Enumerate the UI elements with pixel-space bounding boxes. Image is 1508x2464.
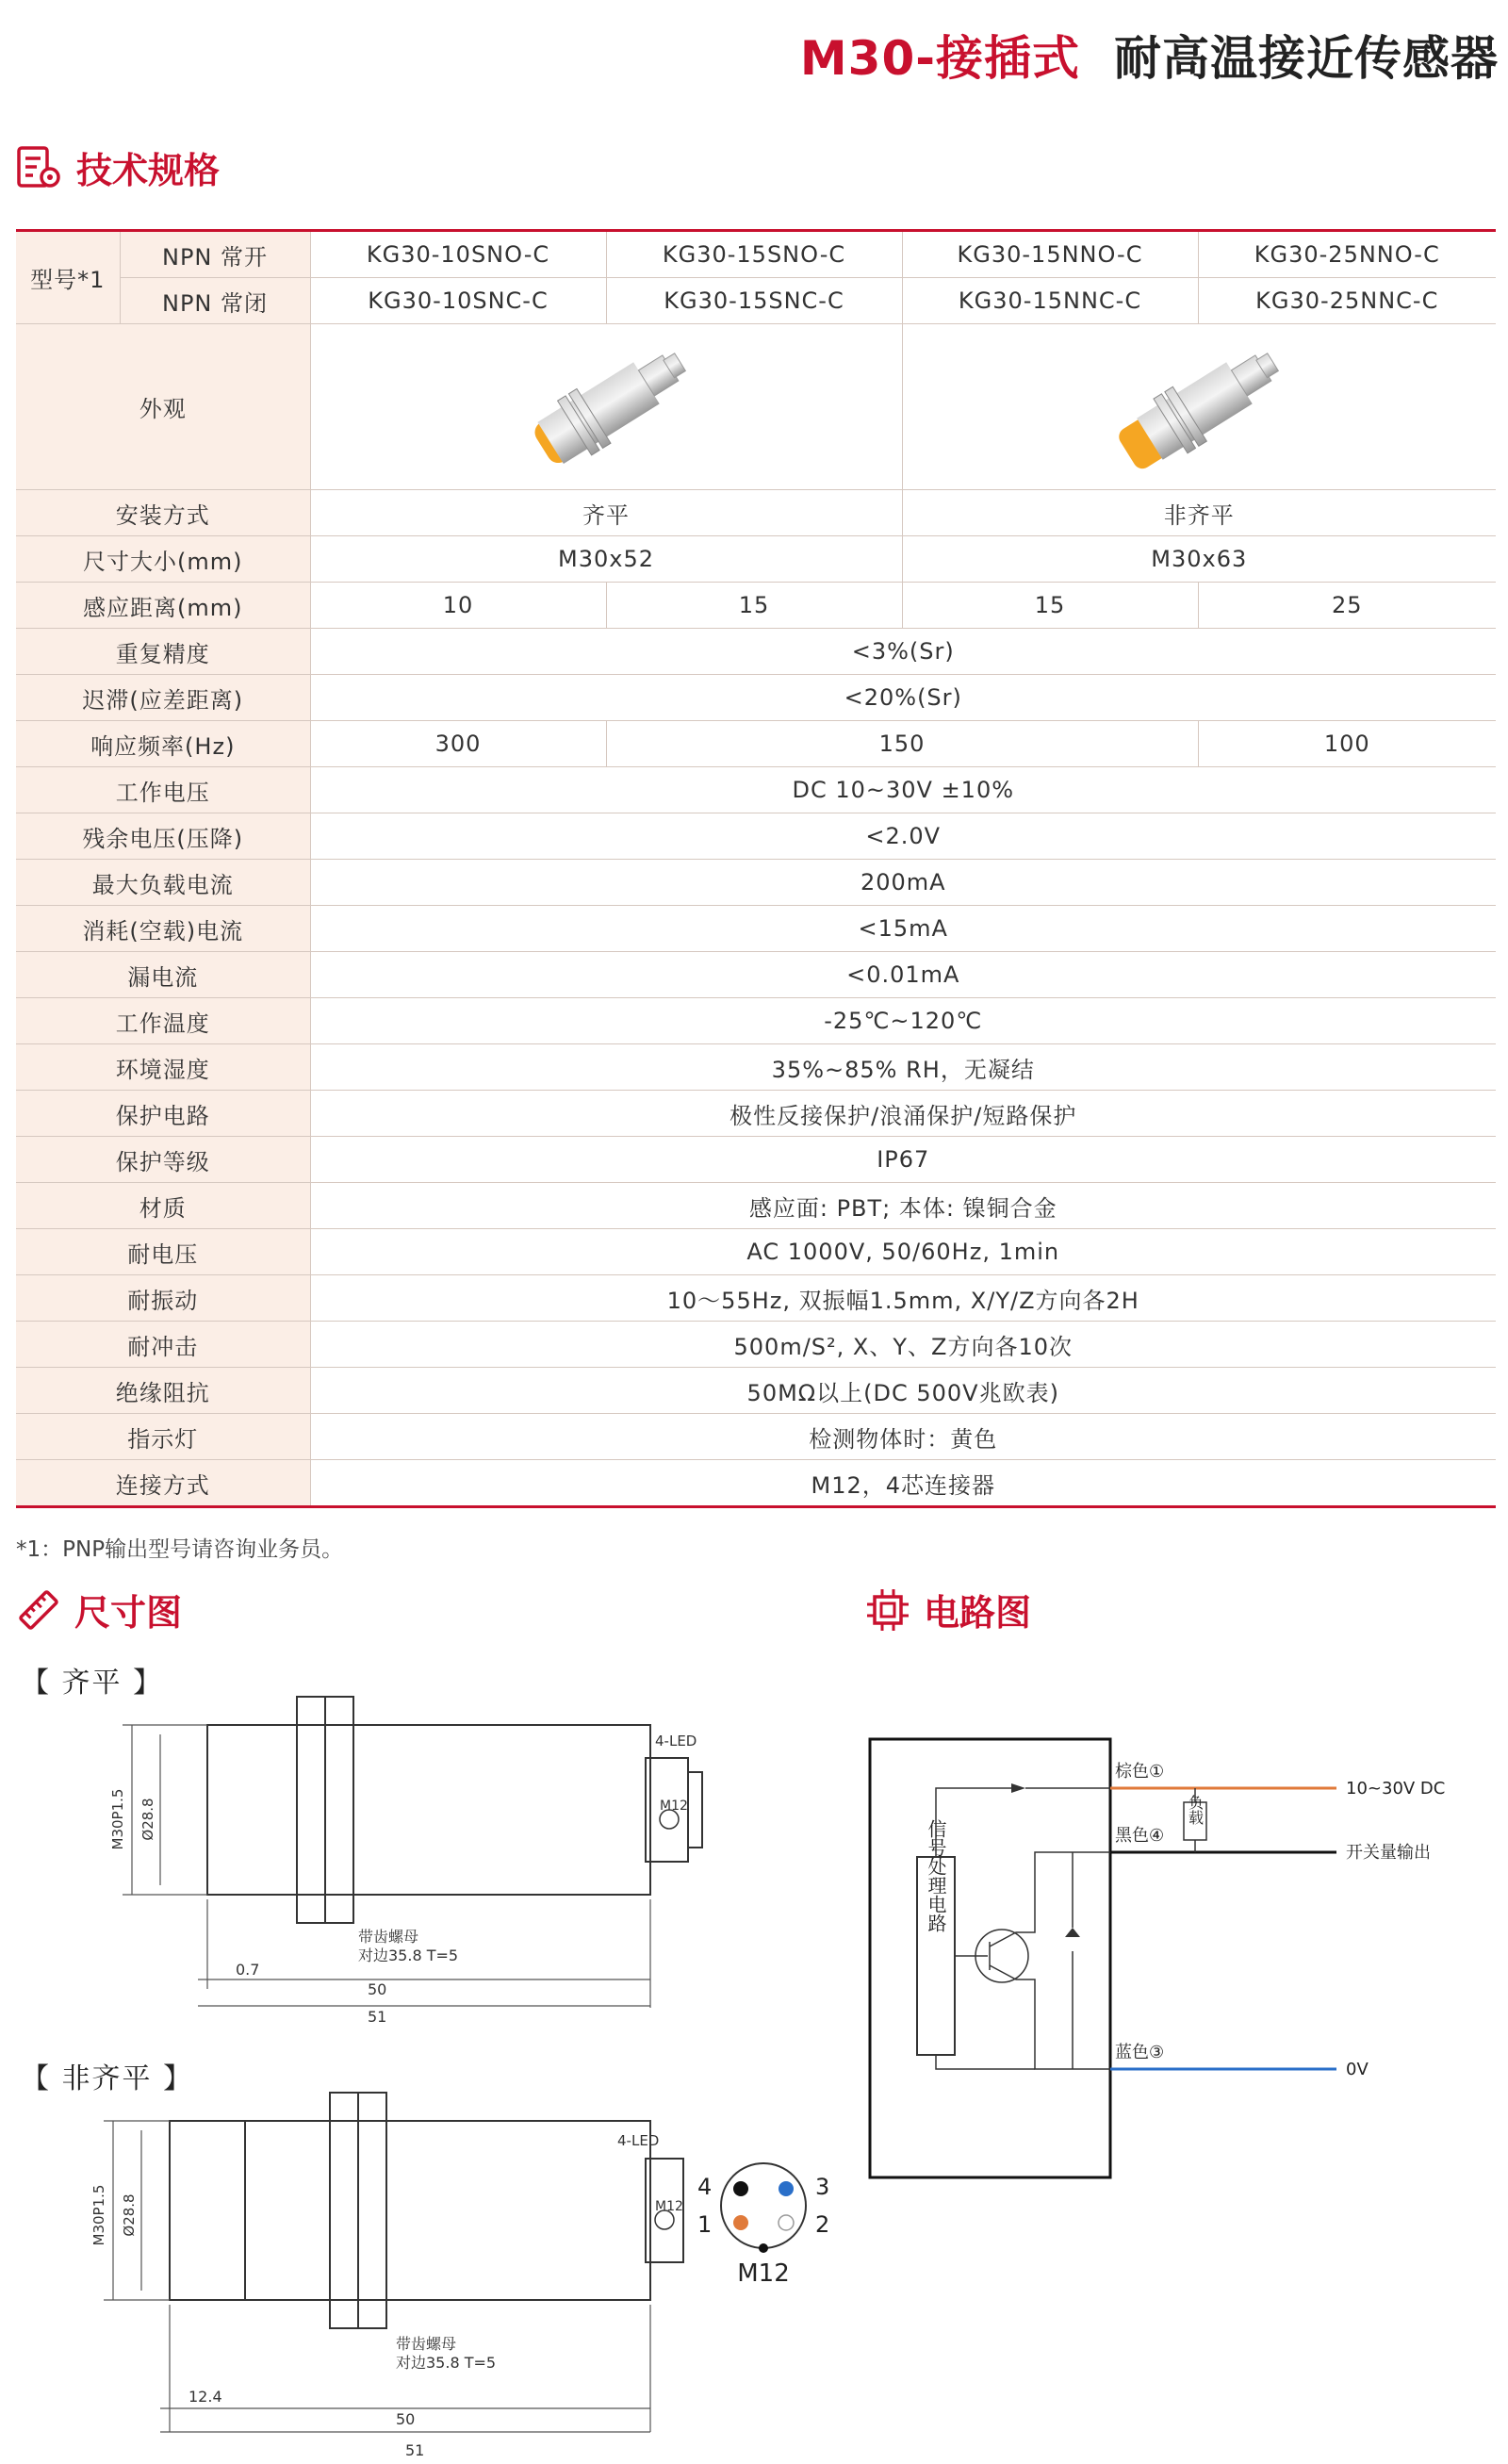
temp-cell: -25℃~120℃ (310, 998, 1496, 1044)
pin-2-label: 2 (815, 2211, 830, 2238)
mount-cell: 非齐平 (902, 490, 1496, 536)
table-row (16, 1044, 1496, 1091)
consume-label: 消耗(空载)电流 (16, 906, 310, 952)
flush-len51-label: 51 (368, 2008, 387, 2026)
protect-label: 保护电路 (16, 1091, 310, 1137)
temp-label: 工作温度 (16, 998, 310, 1044)
distance-cell: 15 (902, 583, 1198, 629)
mount-cell: 齐平 (310, 490, 902, 536)
appearance-label: 外观 (16, 324, 310, 490)
hyst-cell: <20%(Sr) (310, 675, 1496, 721)
nonflush-len50-label: 50 (396, 2410, 416, 2428)
nonflush-dia-label: Ø28.8 (121, 2193, 138, 2237)
connect-cell: M12，4芯连接器 (310, 1460, 1496, 1507)
circuit-section-heading (865, 1584, 1031, 1635)
dim-section-title: 尺寸图 (74, 1592, 183, 1634)
nonflush-dimension-drawing (85, 2083, 688, 2441)
model-cell: KG30-15SNO-C (606, 231, 902, 278)
table-row (16, 675, 1496, 721)
withstand-cell: AC 1000V, 50/60Hz, 1min (310, 1229, 1496, 1275)
freq-cell: 100 (1198, 721, 1496, 767)
model-cell: KG30-10SNO-C (310, 231, 606, 278)
material-cell: 感应面: PBT; 本体: 镍铜合金 (310, 1183, 1496, 1229)
m12-pin-diagram (679, 2149, 848, 2291)
nonflush-gap-label: 12.4 (188, 2388, 222, 2406)
table-row (16, 1368, 1496, 1414)
table-row (16, 952, 1496, 998)
leak-label: 漏电流 (16, 952, 310, 998)
pin-4-label: 4 (697, 2174, 713, 2200)
table-row (16, 278, 1496, 324)
npn-no-label: NPN 常开 (120, 231, 310, 278)
table-row (16, 629, 1496, 675)
flush-nut-size-label: 对边35.8 T=5 (358, 1947, 459, 1964)
nonflush-len51-label: 51 (405, 2441, 425, 2459)
shock-label: 耐冲击 (16, 1322, 310, 1368)
spec-section-title: 技术规格 (76, 150, 221, 191)
distance-label: 感应距离(mm) (16, 583, 310, 629)
mount-label: 安装方式 (16, 490, 310, 536)
table-row (16, 1460, 1496, 1507)
nonflush-sensor-image-cell (902, 324, 1496, 490)
model-cell: KG30-25NNO-C (1198, 231, 1496, 278)
pin-1-label: 1 (697, 2211, 713, 2238)
m12-pin-label: M12 (737, 2259, 790, 2288)
table-row (16, 536, 1496, 583)
flush-nut-label: 带齿螺母 (358, 1928, 419, 1946)
page-title (800, 21, 1499, 89)
repeat-cell: <3%(Sr) (310, 629, 1496, 675)
table-row (16, 860, 1496, 906)
black-wire-label: 黑色④ (1115, 1826, 1165, 1846)
distance-cell: 10 (310, 583, 606, 629)
flush-dimension-drawing (104, 1687, 707, 2036)
size-cell: M30x52 (310, 536, 902, 583)
table-row (16, 813, 1496, 860)
voltage-label: 工作电压 (16, 767, 310, 813)
distance-cell: 15 (606, 583, 902, 629)
flush-dia-label: Ø28.8 (139, 1798, 156, 1841)
humid-cell: 35%~85% RH，无凝结 (310, 1044, 1496, 1091)
freq-cell: 150 (606, 721, 1198, 767)
table-row (16, 1229, 1496, 1275)
grade-label: 保护等级 (16, 1137, 310, 1183)
ruler-icon (16, 1587, 61, 1633)
indicator-cell: 检测物体时：黄色 (310, 1414, 1496, 1460)
npn-nc-label: NPN 常闭 (120, 278, 310, 324)
nonflush-thread-label: M30P1.5 (90, 2184, 107, 2246)
model-cell: KG30-15NNO-C (902, 231, 1198, 278)
signal-block-label: 信号处理电路 (925, 1819, 947, 1932)
voltage-cell: DC 10~30V ±10% (310, 767, 1496, 813)
hyst-label: 迟滞(应差距离) (16, 675, 310, 721)
nonflush-nut-size-label: 对边35.8 T=5 (396, 2354, 497, 2372)
zero-volt-label: 0V (1346, 2060, 1369, 2079)
grade-cell: IP67 (310, 1137, 1496, 1183)
spec-list-icon (16, 145, 63, 190)
circuit-diagram (865, 1734, 1508, 2187)
connect-label: 连接方式 (16, 1460, 310, 1507)
table-row (16, 1275, 1496, 1322)
model-cell: KG30-25NNC-C (1198, 278, 1496, 324)
humid-label: 环境湿度 (16, 1044, 310, 1091)
table-row (16, 1322, 1496, 1368)
consume-cell: <15mA (310, 906, 1496, 952)
model-cell: KG30-15SNC-C (606, 278, 902, 324)
dim-section-heading (16, 1584, 182, 1635)
nonflush-m12-label: M12 (655, 2199, 683, 2214)
nonflush-caption: 【 非齐平 】 (21, 2062, 194, 2095)
table-row (16, 1414, 1496, 1460)
indicator-label: 指示灯 (16, 1414, 310, 1460)
protect-cell: 极性反接保护/浪涌保护/短路保护 (310, 1091, 1496, 1137)
load-label: 负载 (1186, 1795, 1205, 1825)
table-row (16, 767, 1496, 813)
supply-label: 10~30V DC (1346, 1779, 1446, 1799)
maxload-label: 最大负载电流 (16, 860, 310, 906)
residual-cell: <2.0V (310, 813, 1496, 860)
title-product: 耐高温接近传感器 (1114, 31, 1499, 86)
shock-cell: 500m/S², X、Y、Z方向各10次 (310, 1322, 1496, 1368)
title-model: M30-接插式 (799, 31, 1080, 86)
flush-led-label: 4-LED (655, 1733, 697, 1749)
output-label: 开关量输出 (1346, 1843, 1431, 1863)
material-label: 材质 (16, 1183, 310, 1229)
withstand-label: 耐电压 (16, 1229, 310, 1275)
table-row (16, 231, 1496, 278)
flush-gap-label: 0.7 (236, 1961, 260, 1979)
insulation-cell: 50MΩ以上(DC 500V兆欧表) (310, 1368, 1496, 1414)
spec-table (16, 229, 1496, 1508)
nonflush-led-label: 4-LED (617, 2132, 660, 2149)
spec-section-heading (16, 141, 220, 193)
freq-cell: 300 (310, 721, 606, 767)
table-row (16, 721, 1496, 767)
freq-label: 响应频率(Hz) (16, 721, 310, 767)
flush-sensor-image-cell (310, 324, 902, 490)
nonflush-nut-label: 带齿螺母 (396, 2335, 457, 2353)
brown-wire-label: 棕色① (1115, 1762, 1165, 1782)
footnote: *1：PNP输出型号请咨询业务员。 (16, 1537, 344, 1562)
table-row (16, 998, 1496, 1044)
table-row (16, 583, 1496, 629)
repeat-label: 重复精度 (16, 629, 310, 675)
size-label: 尺寸大小(mm) (16, 536, 310, 583)
model-label: 型号*1 (16, 231, 120, 324)
flush-thread-label: M30P1.5 (109, 1788, 126, 1850)
insulation-label: 绝缘阻抗 (16, 1368, 310, 1414)
size-cell: M30x63 (902, 536, 1496, 583)
chip-icon (865, 1587, 910, 1633)
table-row (16, 1137, 1496, 1183)
table-row (16, 1183, 1496, 1229)
table-row (16, 490, 1496, 536)
pin-3-label: 3 (815, 2174, 830, 2200)
table-row (16, 906, 1496, 952)
leak-cell: <0.01mA (310, 952, 1496, 998)
model-cell: KG30-10SNC-C (310, 278, 606, 324)
vibration-label: 耐振动 (16, 1275, 310, 1322)
flush-caption: 【 齐平 】 (21, 1667, 164, 1700)
blue-wire-label: 蓝色③ (1115, 2043, 1165, 2062)
table-row (16, 1091, 1496, 1137)
circuit-section-title: 电路图 (924, 1592, 1032, 1634)
distance-cell: 25 (1198, 583, 1496, 629)
maxload-cell: 200mA (310, 860, 1496, 906)
flush-sensor-image (512, 337, 700, 478)
vibration-cell: 10～55Hz, 双振幅1.5mm, X/Y/Z方向各2H (310, 1275, 1496, 1322)
nonflush-sensor-image (1105, 337, 1293, 478)
model-cell: KG30-15NNC-C (902, 278, 1198, 324)
residual-label: 残余电压(压降) (16, 813, 310, 860)
flush-len50-label: 50 (368, 1980, 387, 1998)
table-row (16, 324, 1496, 490)
flush-m12-label: M12 (660, 1799, 688, 1814)
